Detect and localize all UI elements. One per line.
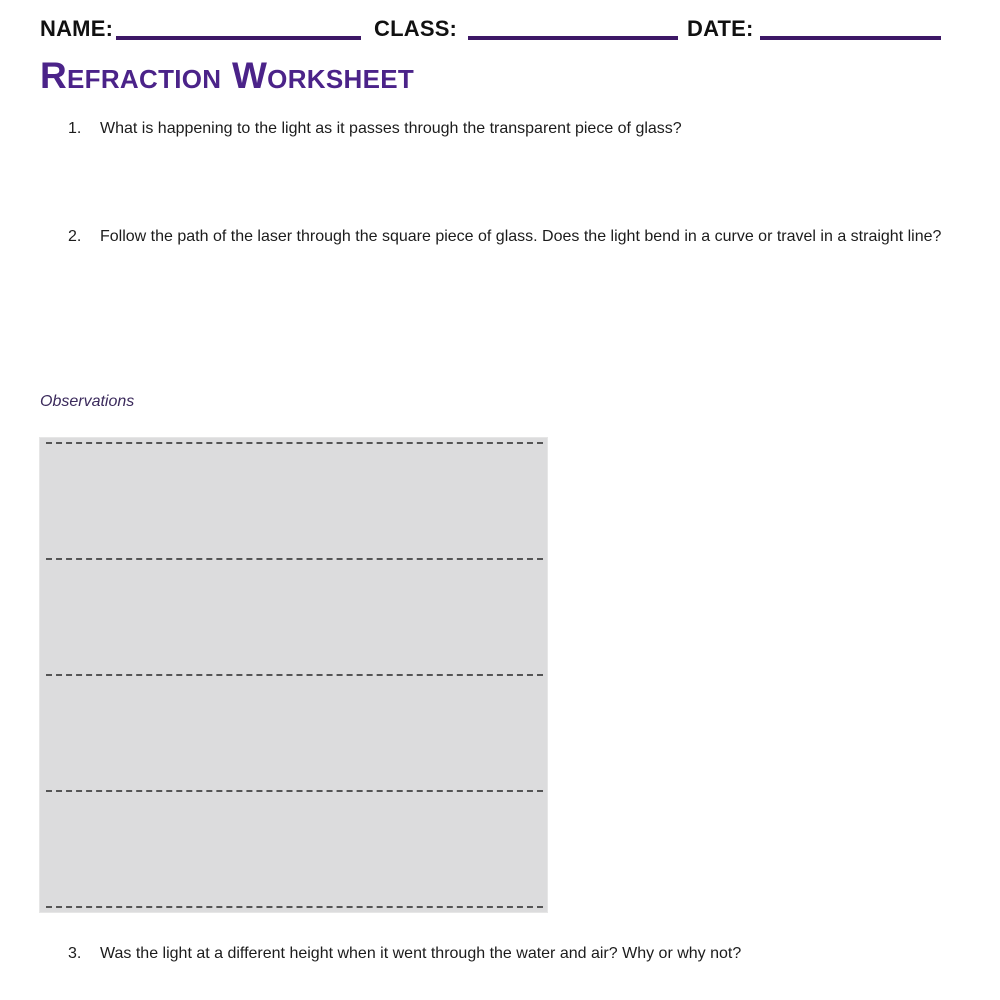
observation-line bbox=[46, 906, 543, 908]
question-2 bbox=[68, 225, 963, 248]
observations-label: Observations bbox=[40, 393, 135, 410]
question-number: 2. bbox=[68, 228, 82, 245]
observation-line bbox=[46, 442, 543, 444]
observation-line bbox=[46, 674, 543, 676]
student-info-header bbox=[40, 14, 945, 44]
question-3 bbox=[68, 942, 963, 965]
page-title: Refraction Worksheet bbox=[40, 55, 415, 96]
question-text: Was the light at a different height when it went through the water and air? Why or why not? bbox=[100, 945, 742, 962]
observation-line bbox=[46, 558, 543, 560]
class-field-line[interactable] bbox=[468, 36, 678, 40]
question-1 bbox=[68, 117, 963, 140]
question-text: Follow the path of the laser through the square piece of glass. Does the light bend in a curve or travel in a straight line? bbox=[100, 228, 942, 245]
date-field-line[interactable] bbox=[760, 36, 941, 40]
question-text: What is happening to the light as it passes through the transparent piece of glass? bbox=[100, 120, 682, 137]
observation-line bbox=[46, 790, 543, 792]
class-label: CLASS: bbox=[374, 16, 458, 41]
question-number: 3. bbox=[68, 945, 82, 962]
name-field-line[interactable] bbox=[116, 36, 361, 40]
observations-box[interactable] bbox=[39, 437, 548, 913]
name-label: NAME: bbox=[40, 16, 114, 41]
date-label: DATE: bbox=[687, 16, 754, 41]
question-number: 1. bbox=[68, 120, 82, 137]
